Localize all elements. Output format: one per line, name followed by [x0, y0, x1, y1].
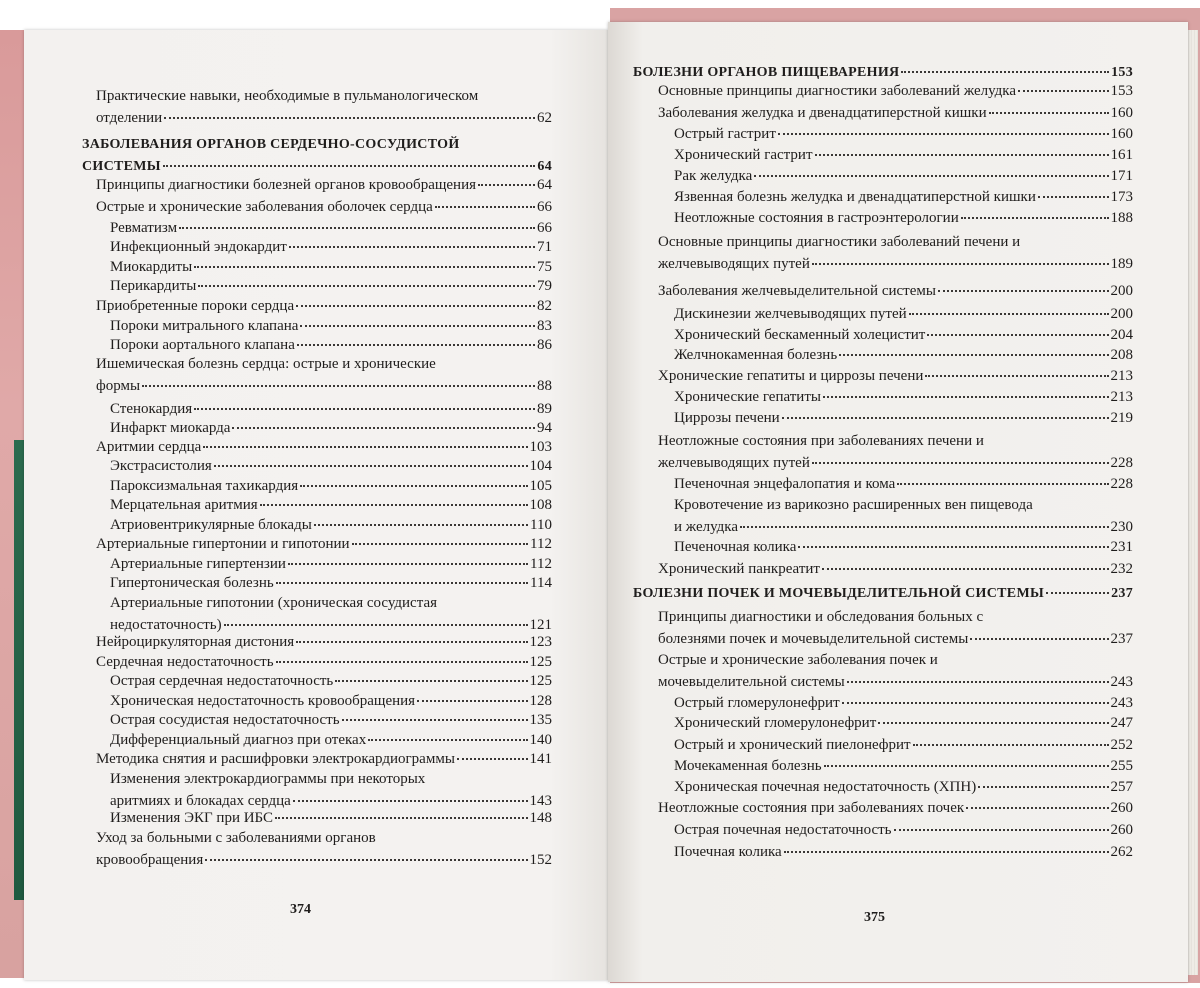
toc-entry-title: кровообращения	[96, 852, 204, 868]
toc-entry	[110, 592, 552, 636]
toc-entry-title: Нейроциркуляторная дистония	[96, 634, 295, 650]
toc-page-number: 135	[529, 712, 552, 728]
toc-page-number: 141	[529, 751, 552, 767]
toc-entry-title: Принципы диагностики и обследования больных с	[658, 609, 984, 625]
toc-page-number: 71	[537, 239, 552, 255]
toc-entry-title: Гипертоническая болезнь	[110, 575, 274, 591]
toc-entry-title: Кровотечение из варикозно расширенных вен пищевода	[674, 497, 1033, 513]
leader-dots	[938, 289, 1109, 292]
leader-dots	[1046, 591, 1109, 594]
toc-entry-title: Артериальные гипертензии	[110, 556, 286, 572]
leader-dots	[342, 718, 528, 721]
leader-dots	[163, 164, 536, 167]
leader-dots	[335, 679, 527, 682]
toc-page-number: 112	[530, 536, 552, 552]
leader-dots	[300, 484, 527, 487]
leader-dots	[812, 262, 1109, 265]
toc-entry-title: БОЛЕЗНИ ПОЧЕК И МОЧЕВЫДЕЛИТЕЛЬНОЙ СИСТЕМЫ	[633, 586, 1044, 601]
leader-dots	[913, 743, 1109, 746]
toc-entry	[658, 558, 1133, 580]
toc-page-number: 94	[537, 420, 552, 436]
leader-dots	[824, 764, 1109, 767]
toc-entry	[658, 280, 1133, 302]
toc-entry	[96, 196, 552, 218]
toc-page-number: 125	[529, 654, 552, 670]
toc-entry-title: недостаточность)	[110, 617, 222, 633]
toc-entry-title: СИСТЕМЫ	[82, 159, 161, 174]
toc-page-number: 243	[1110, 674, 1133, 690]
toc-entry-title: Острые и хронические заболевания почек и	[658, 652, 938, 668]
toc-entry	[674, 165, 1133, 187]
toc-entry	[110, 807, 552, 829]
toc-page-number: 82	[537, 298, 552, 314]
toc-entry-title: Острая почечная недостаточность	[674, 822, 892, 838]
leader-dots	[798, 545, 1108, 548]
toc-page-number: 128	[529, 693, 552, 709]
toc-page-number: 247	[1110, 715, 1133, 731]
toc-entry-title: Почечная колика	[674, 844, 782, 860]
toc-entry-title: Печеночная энцефалопатия и кома	[674, 476, 896, 492]
toc-page-number: 208	[1110, 347, 1133, 363]
toc-entry-title: Сердечная недостаточность	[96, 654, 274, 670]
toc-entry-title: Острый гастрит	[674, 126, 776, 142]
toc-page-number: 88	[537, 378, 552, 394]
toc-entry-title: Неотложные состояния при заболеваниях почек	[658, 800, 965, 816]
toc-page-number: 260	[1110, 800, 1133, 816]
toc-entry-title: Хронический гастрит	[674, 147, 813, 163]
toc-page-number: 257	[1110, 779, 1133, 795]
toc-entry-title: Пороки митрального клапана	[110, 318, 299, 334]
leader-dots	[842, 701, 1109, 704]
toc-page-number: 148	[529, 810, 552, 826]
page-number-left: 374	[290, 902, 311, 917]
toc-page-number: 173	[1110, 189, 1133, 205]
toc-entry	[110, 709, 552, 731]
toc-page-number: 200	[1110, 283, 1133, 299]
toc-entry	[658, 80, 1133, 102]
toc-entry-title: Острые и хронические заболевания оболочек сердца	[96, 199, 433, 215]
leader-dots	[296, 304, 535, 307]
toc-entry	[658, 365, 1133, 387]
toc-entry-title: БОЛЕЗНИ ОРГАНОВ ПИЩЕВАРЕНИЯ	[633, 65, 900, 80]
toc-entry	[96, 85, 552, 129]
toc-entry	[674, 123, 1133, 145]
toc-entry-title: Практические навыки, необходимые в пульманологическом	[96, 88, 479, 104]
toc-entry-title: ЗАБОЛЕВАНИЯ ОРГАНОВ СЕРДЕЧНО-СОСУДИСТОЙ	[82, 137, 460, 152]
toc-entry-title: Приобретенные пороки сердца	[96, 298, 295, 314]
leader-dots	[276, 581, 528, 584]
toc-entry	[674, 186, 1133, 208]
toc-page-number: 110	[530, 517, 552, 533]
toc-page-number: 231	[1110, 539, 1133, 555]
toc-entry	[96, 748, 552, 770]
toc-entry	[96, 827, 552, 871]
toc-page-number: 125	[529, 673, 552, 689]
leader-dots	[925, 374, 1108, 377]
toc-page-number: 189	[1110, 256, 1133, 272]
toc-entry	[674, 407, 1133, 429]
toc-entry-title: Миокардиты	[110, 259, 193, 275]
toc-entry-title: Печеночная колика	[674, 539, 797, 555]
toc-page-number: 108	[529, 497, 552, 513]
toc-entry	[674, 819, 1133, 841]
leader-dots	[961, 216, 1109, 219]
leader-dots	[894, 828, 1109, 831]
toc-entry-title: формы	[96, 378, 141, 394]
toc-page-number: 228	[1110, 455, 1133, 471]
toc-entry-title: Дискинезии желчевыводящих путей	[674, 306, 907, 322]
toc-entry-title: Язвенная болезнь желудка и двенадцатиперстной кишки	[674, 189, 1036, 205]
leader-dots	[179, 226, 535, 229]
toc-entry-title: Основные принципы диагностики заболеваний печени и	[658, 234, 1021, 250]
toc-entry-title: Заболевания желудка и двенадцатиперстной кишки	[658, 105, 987, 121]
toc-entry	[110, 275, 552, 297]
toc-page-number: 64	[537, 159, 552, 174]
toc-entry-title: Заболевания желчевыделительной системы	[658, 283, 936, 299]
toc-entry	[674, 712, 1133, 734]
leader-dots	[352, 542, 528, 545]
toc-entry-title: Методика снятия и расшифровки электрокардиограммы	[96, 751, 455, 767]
toc-entry	[110, 455, 552, 477]
toc-entry	[658, 430, 1133, 474]
toc-entry-title: Ишемическая болезнь сердца: острые и хронические	[96, 356, 436, 372]
toc-page-number: 161	[1110, 147, 1133, 163]
toc-entry	[674, 144, 1133, 166]
toc-entry-title: Острая сосудистая недостаточность	[110, 712, 340, 728]
toc-entry-title: Инфаркт миокарда	[110, 420, 231, 436]
leader-dots	[203, 445, 527, 448]
toc-entry	[674, 494, 1133, 538]
leader-dots	[966, 806, 1108, 809]
toc-entry-title: Острая сердечная недостаточность	[110, 673, 334, 689]
toc-page-number: 228	[1110, 476, 1133, 492]
toc-entry-title: отделении	[96, 110, 163, 126]
toc-page-number: 255	[1110, 758, 1133, 774]
toc-entry	[674, 776, 1133, 798]
toc-entry-title: Ревматизм	[110, 220, 178, 236]
leader-dots	[275, 816, 527, 819]
toc-entry	[96, 533, 552, 555]
toc-entry	[674, 473, 1133, 495]
toc-page-number: 160	[1110, 126, 1133, 142]
toc-entry-title: аритмиях и блокадах сердца	[110, 793, 291, 809]
toc-entry-title: Инфекционный эндокардит	[110, 239, 287, 255]
leader-dots	[478, 183, 535, 186]
toc-entry	[674, 303, 1133, 325]
leader-dots	[368, 738, 527, 741]
leader-dots	[293, 799, 528, 802]
toc-entry-title: желчевыводящих путей	[658, 256, 810, 272]
toc-entry	[658, 102, 1133, 124]
toc-page-number: 213	[1110, 368, 1133, 384]
toc-entry-title: Мерцательная аритмия	[110, 497, 258, 513]
toc-entry-title: Мочекаменная болезнь	[674, 758, 822, 774]
toc-page-number: 66	[537, 199, 552, 215]
toc-page-number: 237	[1110, 631, 1133, 647]
toc-page-number: 103	[529, 439, 552, 455]
toc-page-number: 86	[537, 337, 552, 353]
toc-page-number: 252	[1110, 737, 1133, 753]
toc-page-number: 114	[530, 575, 552, 591]
toc-entry	[658, 606, 1133, 650]
toc-entry	[96, 295, 552, 317]
toc-entry-title: Уход за больными с заболеваниями органов	[96, 830, 376, 846]
toc-page-number: 230	[1110, 519, 1133, 535]
toc-page-number: 232	[1110, 561, 1133, 577]
toc-entry	[110, 670, 552, 692]
leader-dots	[198, 284, 535, 287]
right-toc-list	[608, 22, 1188, 982]
leader-dots	[878, 721, 1108, 724]
leader-dots	[214, 464, 528, 467]
toc-entry	[674, 755, 1133, 777]
toc-entry-title: Пороки аортального клапана	[110, 337, 295, 353]
leader-dots	[989, 111, 1109, 114]
leader-dots	[897, 482, 1108, 485]
toc-entry-title: Стенокардия	[110, 401, 193, 417]
leader-dots	[276, 660, 528, 663]
toc-entry-title: Принципы диагностики болезней органов кровообращения	[96, 177, 477, 193]
leader-dots	[260, 503, 528, 506]
leader-dots	[822, 567, 1109, 570]
toc-entry-title: Неотложные состояния в гастроэнтерологии	[674, 210, 959, 226]
toc-entry	[674, 344, 1133, 366]
toc-page-number: 121	[529, 617, 552, 633]
leader-dots	[417, 699, 527, 702]
toc-entry-title: Острый гломерулонефрит	[674, 695, 840, 711]
toc-entry-title: и желудка	[674, 519, 738, 535]
toc-entry-title: Желчнокаменная болезнь	[674, 347, 838, 363]
leader-dots	[823, 395, 1109, 398]
leader-dots	[300, 324, 535, 327]
toc-entry	[674, 207, 1133, 229]
toc-entry-title: Хронический гломерулонефрит	[674, 715, 877, 731]
leader-dots	[164, 116, 535, 119]
leader-dots	[784, 850, 1109, 853]
leader-dots	[205, 858, 527, 861]
leader-dots	[314, 523, 528, 526]
toc-entry-title: Хронические гепатиты	[674, 389, 821, 405]
toc-entry-title: Рак желудка	[674, 168, 753, 184]
toc-entry-title: Перикардиты	[110, 278, 197, 294]
toc-page-number: 160	[1110, 105, 1133, 121]
leader-dots	[909, 312, 1109, 315]
toc-entry-title: Артериальные гипертонии и гипотонии	[96, 536, 350, 552]
leader-dots	[782, 416, 1109, 419]
toc-entry-title: Неотложные состояния при заболеваниях печени и	[658, 433, 984, 449]
leader-dots	[232, 426, 535, 429]
toc-page-number: 153	[1111, 65, 1133, 80]
leader-dots	[457, 757, 528, 760]
toc-entry	[658, 231, 1133, 275]
toc-entry-title: Экстрасистолия	[110, 458, 212, 474]
leader-dots	[297, 343, 535, 346]
leader-dots	[296, 640, 527, 643]
toc-entry-title: болезнями почек и мочевыделительной системы	[658, 631, 969, 647]
leader-dots	[754, 174, 1108, 177]
toc-page-number: 152	[529, 852, 552, 868]
left-toc-list	[24, 30, 608, 980]
toc-entry-title: мочевыделительной системы	[658, 674, 845, 690]
toc-entry	[96, 174, 552, 196]
toc-page-number: 66	[537, 220, 552, 236]
leader-dots	[778, 132, 1109, 135]
toc-entry-title: Хронические гепатиты и циррозы печени	[658, 368, 924, 384]
toc-entry	[674, 692, 1133, 714]
toc-entry-title: Циррозы печени	[674, 410, 780, 426]
right-page	[608, 22, 1188, 982]
leader-dots	[740, 525, 1109, 528]
leader-dots	[812, 461, 1109, 464]
toc-page-number: 143	[529, 793, 552, 809]
leader-dots	[224, 623, 528, 626]
leader-dots	[288, 562, 528, 565]
toc-entry-title: Дифференциальный диагноз при отеках	[110, 732, 367, 748]
toc-entry	[96, 353, 552, 397]
toc-entry	[658, 797, 1133, 819]
leader-dots	[970, 637, 1108, 640]
leader-dots	[901, 70, 1109, 73]
leader-dots	[847, 680, 1109, 683]
leader-dots	[435, 205, 535, 208]
toc-entry	[674, 734, 1133, 756]
toc-entry-title: желчевыводящих путей	[658, 455, 810, 471]
toc-entry	[674, 841, 1133, 863]
toc-page-number: 213	[1110, 389, 1133, 405]
toc-page-number: 62	[537, 110, 552, 126]
toc-entry-title: Хроническая недостаточность кровообращения	[110, 693, 416, 709]
section-heading	[633, 583, 1133, 605]
page-number-right: 375	[864, 910, 885, 925]
toc-entry-title: Острый и хронический пиелонефрит	[674, 737, 911, 753]
leader-dots	[1038, 195, 1109, 198]
toc-page-number: 79	[537, 278, 552, 294]
toc-entry	[110, 768, 552, 812]
toc-entry	[674, 386, 1133, 408]
toc-entry-title: Пароксизмальная тахикардия	[110, 478, 299, 494]
toc-page-number: 200	[1110, 306, 1133, 322]
toc-page-number: 104	[529, 458, 552, 474]
toc-page-number: 89	[537, 401, 552, 417]
leader-dots	[194, 265, 535, 268]
toc-entry	[110, 494, 552, 516]
toc-page-number: 153	[1110, 83, 1133, 99]
toc-page-number: 83	[537, 318, 552, 334]
toc-page-number: 219	[1110, 410, 1133, 426]
toc-entry-title: Хроническая почечная недостаточность (ХПН)	[674, 779, 977, 795]
section-heading	[82, 134, 552, 178]
toc-page-number: 243	[1110, 695, 1133, 711]
leader-dots	[927, 333, 1108, 336]
toc-entry	[658, 649, 1133, 693]
toc-page-number: 112	[530, 556, 552, 572]
toc-page-number: 204	[1110, 327, 1133, 343]
toc-entry-title: Изменения электрокардиограммы при некоторых	[110, 771, 426, 787]
leader-dots	[142, 384, 535, 387]
toc-page-number: 75	[537, 259, 552, 275]
left-page	[24, 30, 608, 980]
toc-page-number: 171	[1110, 168, 1133, 184]
leader-dots	[1018, 89, 1108, 92]
toc-entry-title: Артериальные гипотонии (хроническая сосудистая	[110, 595, 438, 611]
toc-entry-title: Изменения ЭКГ при ИБС	[110, 810, 274, 826]
toc-entry-title: Хронический бескаменный холецистит	[674, 327, 926, 343]
toc-page-number: 237	[1111, 586, 1133, 601]
toc-page-number: 123	[529, 634, 552, 650]
toc-entry	[674, 536, 1133, 558]
toc-entry-title: Атриовентрикулярные блокады	[110, 517, 312, 533]
toc-entry-title: Аритмии сердца	[96, 439, 202, 455]
leader-dots	[815, 153, 1109, 156]
leader-dots	[289, 245, 535, 248]
leader-dots	[839, 353, 1108, 356]
toc-entry	[110, 572, 552, 594]
toc-page-number: 140	[529, 732, 552, 748]
toc-page-number: 262	[1110, 844, 1133, 860]
toc-entry	[96, 631, 552, 653]
leader-dots	[978, 785, 1108, 788]
toc-entry	[674, 324, 1133, 346]
toc-page-number: 188	[1110, 210, 1133, 226]
toc-entry-title: Хронический панкреатит	[658, 561, 820, 577]
leader-dots	[194, 407, 535, 410]
toc-entry	[110, 236, 552, 258]
toc-page-number: 260	[1110, 822, 1133, 838]
toc-page-number: 64	[537, 177, 552, 193]
toc-entry-title: Основные принципы диагностики заболеваний желудка	[658, 83, 1017, 99]
toc-page-number: 105	[529, 478, 552, 494]
